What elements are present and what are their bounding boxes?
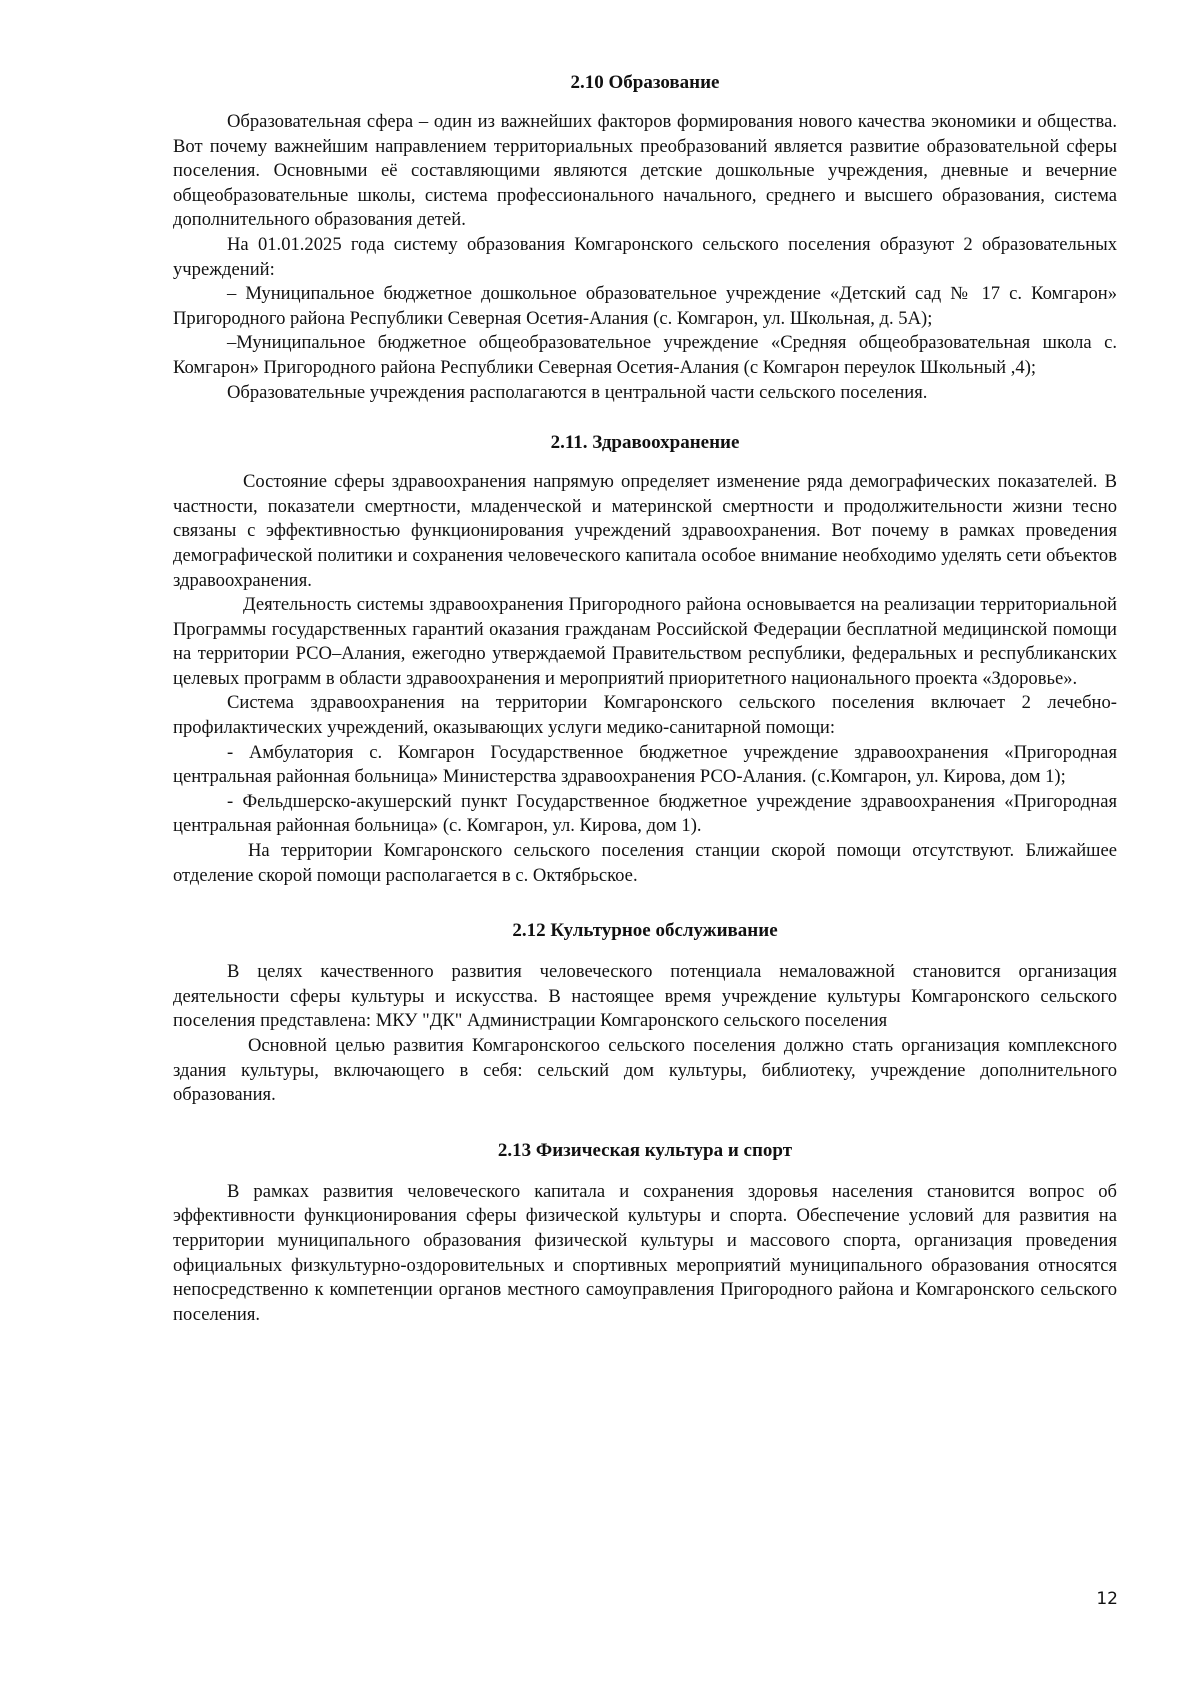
paragraph: Основной целью развития Комгаронскогоо сельского поселения должно стать организация комплексного здания культуры, включающего в себя: сельский дом культуры, библиотеку, учреждение дополнительного образования. [173, 1035, 1117, 1106]
section-title-healthcare: 2.11. Здравоохранение [550, 432, 740, 454]
section-title-culture: 2.12 Культурное обслуживание [512, 920, 778, 942]
paragraph: Образовательные учреждения располагаются в центральной части сельского поселения. [227, 381, 928, 403]
paragraph: В рамках развития человеческого капитала и сохранения здоровья населения становится вопрос об эффективности функционирования сферы физической культуры и спорта. Обеспечение условий для развития на территории муниципального образования физической культуры и массового спорта, организация проведения официальных физкультурно-оздоровительных и спортивных мероприятий муниципального образования относятся непосредственно к компетенции органов местного самоуправления Пригородного района и Комгаронского сельского поселения. [173, 1180, 1117, 1325]
paragraph: На 01.01.2025 года систему образования Комгаронского сельского поселения образуют 2 образовательных учреждений: [173, 233, 1117, 280]
paragraph: На территории Комгаронского сельского поселения станции скорой помощи отсутствуют. Ближайшее отделение скорой помощи располагается в с. Октябрьское. [173, 840, 1117, 886]
section-title-sport: 2.13 Физическая культура и спорт [497, 1139, 793, 1161]
section-title-education: 2.10 Образование [570, 72, 720, 93]
paragraph: В целях качественного развития человеческого потенциала немаловажной становится организация деятельности сферы культуры и искусства. В настоящее время учреждение культуры Комгаронского сельского поселения представлена: МКУ "ДК" Администрации Комгаронского сельского поселения [173, 961, 1117, 1032]
list-item: - Фельдшерско-акушерский пункт Государственное бюджетное учреждение здравоохранения «Пригородная центральная районная больница» (с. Комгарон, ул. Кирова, дом 1). [173, 790, 1117, 837]
paragraph: Система здравоохранения на территории Комгаронского сельского поселения включает 2 лечебно-профилактических учреждений, оказывающих услуги медико-санитарной помощи: [173, 692, 1117, 739]
list-item: –Муниципальное бюджетное общеобразовательное учреждение «Средняя общеобразовательная школа с. Комгарон» Пригородного района Республики Северная Осетия-Алания (с Комгарон переулок Школьный ,4); [173, 332, 1117, 378]
paragraph: Состояние сферы здравоохранения напрямую определяет изменение ряда демографических показателей. В частности, показатели смертности, младенческой и материнской смертности и продолжительности жизни тесно связаны с эффективностью функционирования учреждений здравоохранения. Вот почему в рамках проведения демографической политики и сохранения человеческого капитала особое внимание необходимо уделять сети объектов здравоохранения. [173, 471, 1117, 591]
list-item: – Муниципальное бюджетное дошкольное образовательное учреждение «Детский сад № 17 с. Комгарон» Пригородного района Республики Северная Осетия-Алания (с. Комгарон, ул. Школьная, д. 5А); [173, 283, 1117, 329]
document-page [173, 70, 1117, 1327]
list-item: - Амбулатория с. Комгарон Государственное бюджетное учреждение здравоохранения «Пригородная центральная районная больница» Министерства здравоохранения РСО-Алания. (с.Комгарон, ул. Кирова, дом 1); [173, 741, 1117, 788]
paragraph: Образовательная сфера – один из важнейших факторов формирования нового качества экономики и общества. Вот почему важнейшим направлением территориальных преобразований является развитие образовательной сферы поселения. Основными её составляющими являются детские дошкольные учреждения, дневные и вечерние общеобразовательные школы, система профессионального начального, среднего и высшего образования, система дополнительного образования детей. [173, 111, 1117, 231]
page-number: 12 [1096, 1589, 1118, 1609]
paragraph: Деятельность системы здравоохранения Пригородного района основывается на реализации территориальной Программы государственных гарантий оказания гражданам Российской Федерации бесплатной медицинской помощи на территории РСО–Алания, ежегодно утверждаемой Правительством республики, федеральных и республиканских целевых программ в области здравоохранения и мероприятий приоритетного национального проекта «Здоровье». [173, 594, 1117, 689]
